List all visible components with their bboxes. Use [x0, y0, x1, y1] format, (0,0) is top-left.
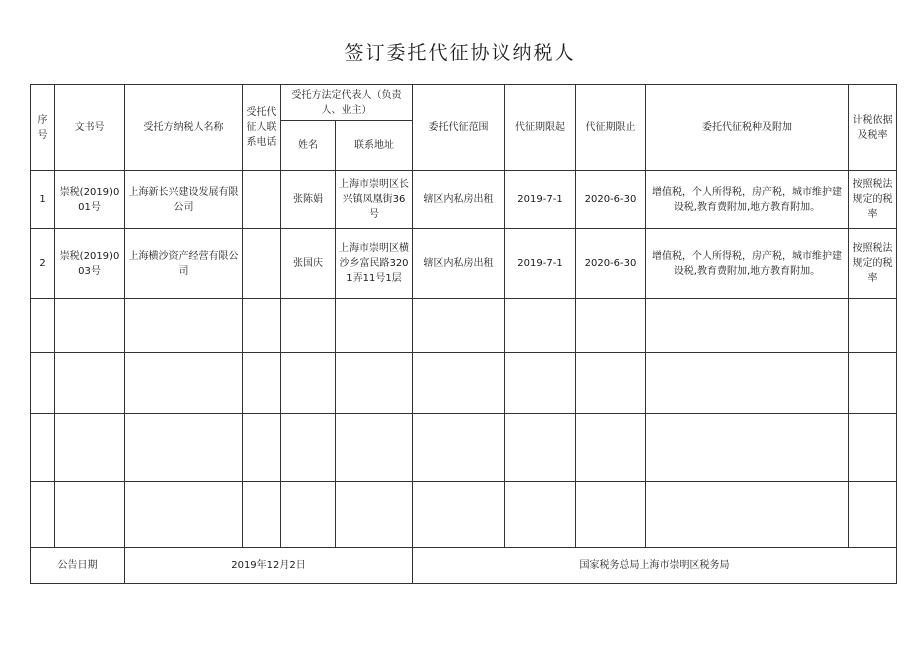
header-address: 联系地址	[336, 121, 413, 171]
empty-row	[31, 482, 897, 548]
row-doc-no: 崇税(2019)003号	[55, 229, 125, 299]
row-start: 2019-7-1	[505, 171, 576, 229]
row-rep-name: 张国庆	[281, 229, 336, 299]
row-basis: 按照税法规定的税率	[849, 229, 897, 299]
empty-row	[31, 414, 897, 482]
row-rep-name: 张陈娟	[281, 171, 336, 229]
header-legal-rep: 受托方法定代表人（负责人、业主）	[281, 85, 413, 121]
header-scope: 委托代征范围	[413, 85, 505, 171]
row-taxes: 增值税，个人所得税，房产税，城市维护建设税,教育费附加,地方教育附加。	[646, 229, 849, 299]
row-end: 2020-6-30	[576, 171, 646, 229]
row-basis: 按照税法规定的税率	[849, 171, 897, 229]
header-seq: 序号	[31, 85, 55, 171]
row-seq: 1	[31, 171, 55, 229]
header-doc-no: 文书号	[55, 85, 125, 171]
header-taxpayer-name: 受托方纳税人名称	[125, 85, 243, 171]
footer-row	[31, 548, 897, 584]
footer-date: 2019年12月2日	[125, 548, 413, 584]
row-taxpayer-name: 上海横沙资产经营有限公司	[125, 229, 243, 299]
table-row	[31, 171, 897, 229]
row-contact-phone	[243, 229, 281, 299]
row-end: 2020-6-30	[576, 229, 646, 299]
header-row-1	[31, 85, 897, 121]
header-start: 代征期限起	[505, 85, 576, 171]
header-contact-phone: 受托代征人联系电话	[243, 85, 281, 171]
row-taxpayer-name: 上海新长兴建设发展有限公司	[125, 171, 243, 229]
row-address: 上海市崇明区长兴镇凤凰街36号	[336, 171, 413, 229]
header-end: 代征期限止	[576, 85, 646, 171]
header-taxes: 委托代征税种及附加	[646, 85, 849, 171]
row-start: 2019-7-1	[505, 229, 576, 299]
footer-label: 公告日期	[31, 548, 125, 584]
row-seq: 2	[31, 229, 55, 299]
header-basis: 计税依据及税率	[849, 85, 897, 171]
row-scope: 辖区内私房出租	[413, 171, 505, 229]
footer-authority: 国家税务总局上海市崇明区税务局	[413, 548, 897, 584]
row-taxes: 增值税，个人所得税，房产税，城市维护建设税,教育费附加,地方教育附加。	[646, 171, 849, 229]
empty-row	[31, 299, 897, 353]
page-title: 签订委托代征协议纳税人	[344, 42, 576, 64]
row-address: 上海市崇明区横沙乡富民路3201弄11号1层	[336, 229, 413, 299]
row-scope: 辖区内私房出租	[413, 229, 505, 299]
header-name: 姓名	[281, 121, 336, 171]
table-row	[31, 229, 897, 299]
row-contact-phone	[243, 171, 281, 229]
empty-row	[31, 353, 897, 414]
taxpayer-table	[30, 84, 897, 584]
row-doc-no: 崇税(2019)001号	[55, 171, 125, 229]
